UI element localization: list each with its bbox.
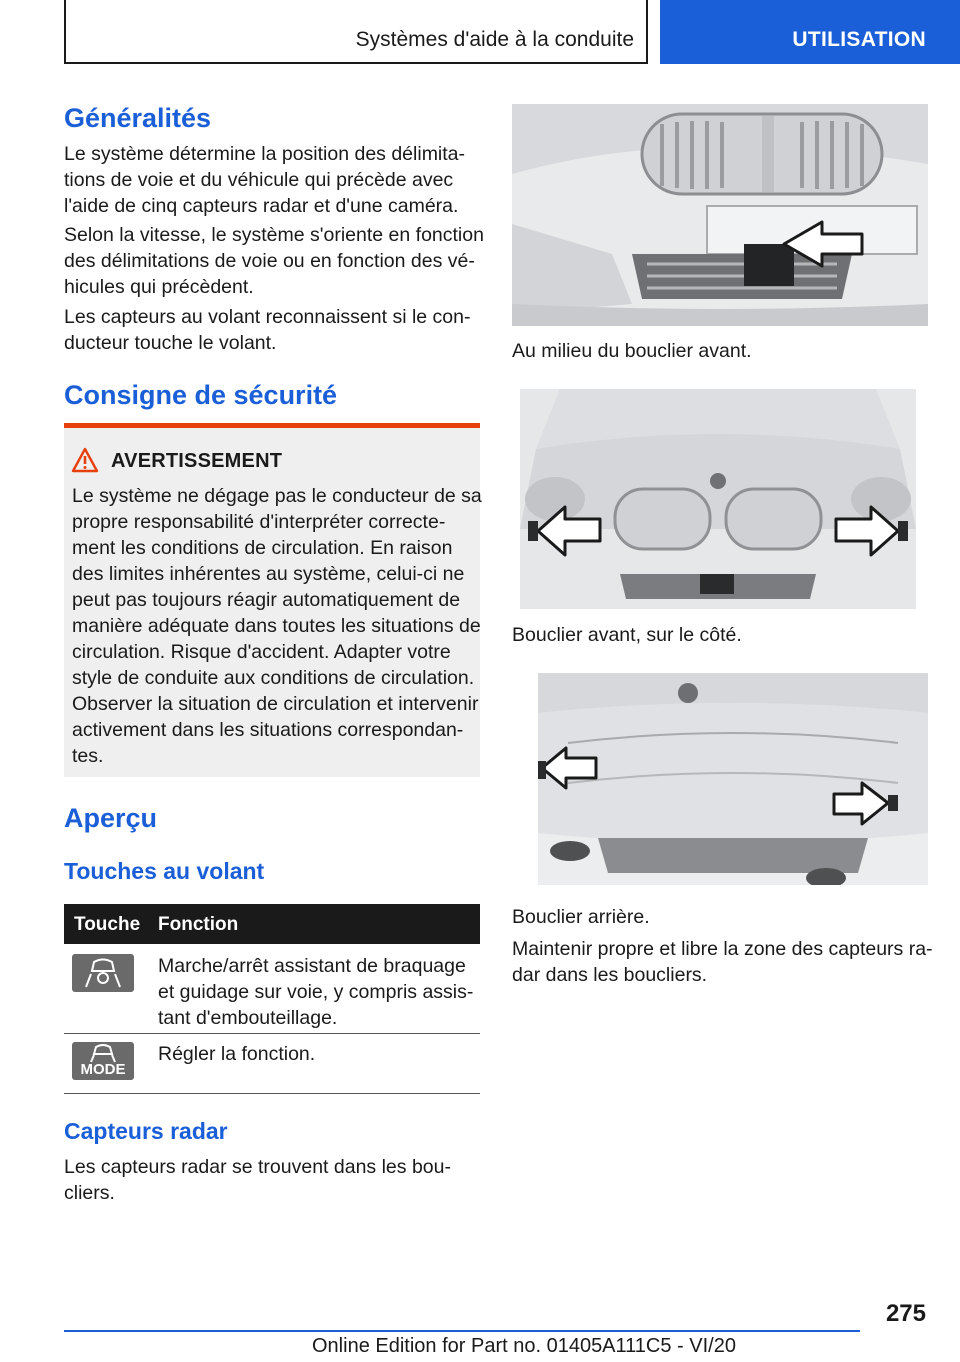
caption-front-center: Au milieu du bouclier avant. (512, 340, 752, 362)
caption-rear: Bouclier arrière. (512, 906, 650, 928)
chapter-tab-label: UTILISATION (792, 28, 926, 51)
paragraph-generalites-2: Selon la vitesse, le système s'oriente en fonction des délimitations de voie ou en fonction des vé- hicules qui précèdent. (64, 224, 484, 298)
heading-generalites: Généralités (64, 103, 212, 133)
page-number: 275 (885, 1300, 926, 1327)
warning-text: Le système ne dégage pas le conducteur de sa propre responsabilité d'interpréter correcte- ment les conditions de circulation. En raison des limites inhérentes au système, celui-ci ne peut pas toujours réagir automatiquement de manière adéquate dans toutes les situations de circulation. Risque d'accident. Adapter votre style de conduite aux conditions de circulation. Observer la situation de circulation et intervenir activement dans les situations correspondan- tes. (72, 485, 482, 767)
footer-edition: Online Edition for Part no. 01405A111C5 - VI/20 (312, 1335, 736, 1357)
header-section-box (64, 0, 648, 64)
warning-title: AVERTISSEMENT (111, 450, 283, 472)
table-row-divider (64, 1093, 480, 1094)
table-header-touche: Touche (74, 914, 141, 935)
table-header (64, 904, 480, 944)
paragraph-generalites-3: Les capteurs au volant reconnaissent si le con- ducteur touche le volant. (64, 306, 471, 354)
paragraph-sensor-note: Maintenir propre et libre la zone des capteurs ra- dar dans les boucliers. (512, 938, 933, 986)
table-row-2-function: Régler la fonction. (158, 1043, 316, 1065)
mode-button-icon (72, 1042, 134, 1080)
table-row-1-function: Marche/arrêt assistant de braquage et guidage sur voie, y compris assis- tant d'embouteillage. (158, 955, 474, 1029)
heading-capteurs-radar: Capteurs radar (64, 1118, 228, 1144)
heading-consigne-securite: Consigne de sécurité (64, 380, 338, 410)
footer-divider (64, 1330, 860, 1332)
heading-touches-volant: Touches au volant (64, 858, 265, 884)
caption-front-side: Bouclier avant, sur le côté. (512, 624, 742, 646)
photo-rear-bumper (538, 673, 928, 885)
section-title: Systèmes d'aide à la conduite (355, 28, 634, 51)
paragraph-capteurs-radar: Les capteurs radar se trouvent dans les bou- cliers. (64, 1156, 451, 1204)
photo-front-bumper-side (520, 389, 916, 609)
heading-apercu: Aperçu (64, 803, 158, 833)
steering-assist-icon (72, 954, 134, 992)
photo-front-bumper-center (512, 104, 928, 326)
warning-triangle-icon (71, 447, 99, 473)
paragraph-generalites-1: Le système détermine la position des délimita- tions de voie et du véhicule qui précède avec l'aide de cinq capteurs radar et d'une caméra. (64, 143, 466, 217)
mode-button-label: MODE (80, 1061, 126, 1078)
table-row-divider (64, 1033, 480, 1034)
chapter-tab[interactable] (660, 0, 960, 64)
table-header-fonction: Fonction (158, 914, 239, 935)
